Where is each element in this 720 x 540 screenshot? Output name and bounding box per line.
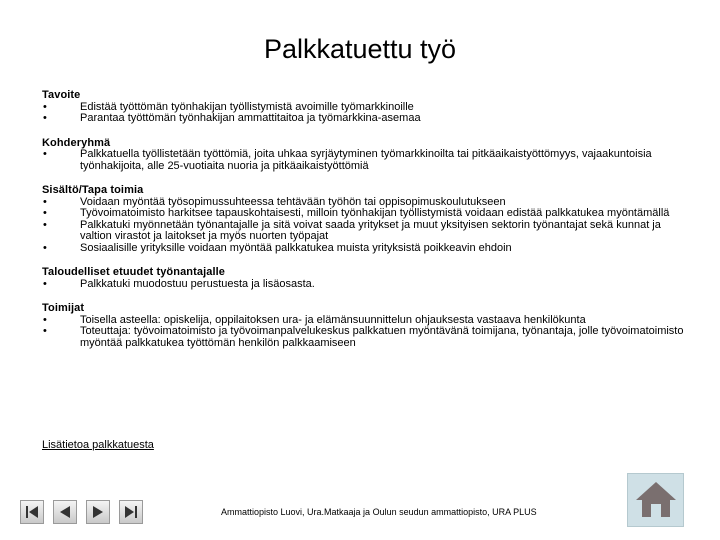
section-taloudelliset-etuudet [42, 267, 692, 290]
section-heading: Taloudelliset etuudet työnantajalle [42, 266, 225, 278]
bullet-list [42, 102, 692, 125]
bullet-list [42, 315, 692, 350]
list-item: • Toisella asteella: opiskelija, oppilaitoksen ura- ja elämänsuunnittelun ohjauksesta vastaava henkilökunta [42, 315, 692, 327]
footer-credits: Ammattiopisto Luovi, Ura.Matkaaja ja Oulun seudun ammattiopisto, URA PLUS [221, 507, 537, 517]
bullet-list [42, 197, 692, 255]
slide-navigation [20, 500, 143, 524]
list-item: • Palkkatuki muodostuu perustuesta ja lisäosasta. [42, 279, 692, 291]
section-tavoite [42, 90, 692, 125]
home-icon [634, 479, 678, 521]
previous-page-button[interactable] [53, 500, 77, 524]
section-heading: Tavoite [42, 89, 81, 101]
list-item: • Palkkatuella työllistetään työttömiä, joita uhkaa syrjäytyminen työmarkkinoilta tai pitkäaikaistyöttömyys, vajaakuntoisia työnhakijoita, alle 25-vuotiaita nuoria ja pitkäaikaistyöttömiä [42, 149, 692, 172]
first-page-button[interactable] [20, 500, 44, 524]
last-page-button[interactable] [119, 500, 143, 524]
list-item: • Työvoimatoimisto harkitsee tapauskohtaisesti, milloin työnhakijan työllistymistä voidaan edistää palkkatukea myöntämällä [42, 208, 692, 220]
list-item: • Parantaa työttömän työnhakijan ammattitaitoa ja työmarkkina-asemaa [42, 113, 692, 125]
section-heading: Kohderyhmä [42, 136, 111, 149]
bullet-list [42, 149, 692, 172]
previous-page-icon [57, 504, 73, 520]
content-area [42, 90, 692, 362]
next-page-icon [90, 504, 106, 520]
section-heading: Toimijat [42, 302, 85, 314]
next-page-button[interactable] [86, 500, 110, 524]
list-item: • Voidaan myöntää työsopimussuhteessa tehtävään työhön tai oppisopimuskoulutukseen [42, 197, 692, 209]
last-page-icon [123, 504, 139, 520]
list-item: • Edistää työttömän työnhakijan työllistymistä avoimille työmarkkinoille [42, 102, 692, 114]
section-toimijat [42, 303, 692, 349]
page-title: Palkkatuettu työ [263, 34, 457, 64]
list-item: • Toteuttaja: työvoimatoimisto ja työvoimanpalvelukeskus palkkatuen myöntävänä toimijana, työnantaja, jolle työvoimatoimisto myöntää palkkatukea työttömän henkilön palkkaamiseen [42, 326, 692, 349]
section-sisalto [42, 185, 692, 254]
bullet-list [42, 279, 692, 291]
list-item: • Palkkatuki myönnetään työnantajalle ja sitä voivat saada yritykset ja muut yksityisen sektorin työnantajat sekä kunnat ja valtion virastot ja laitokset ja myös nuorten työpajat [42, 220, 692, 243]
more-info-link[interactable]: Lisätietoa palkkatuesta [42, 439, 154, 451]
first-page-icon [24, 504, 40, 520]
list-item: • Sosiaalisille yrityksille voidaan myöntää palkkatukea muista yrityksistä poikkeavin ehdoin [42, 243, 692, 255]
home-button[interactable] [627, 473, 684, 527]
section-heading: Sisältö/Tapa toimia [42, 184, 144, 196]
section-kohderyhma [42, 138, 692, 173]
